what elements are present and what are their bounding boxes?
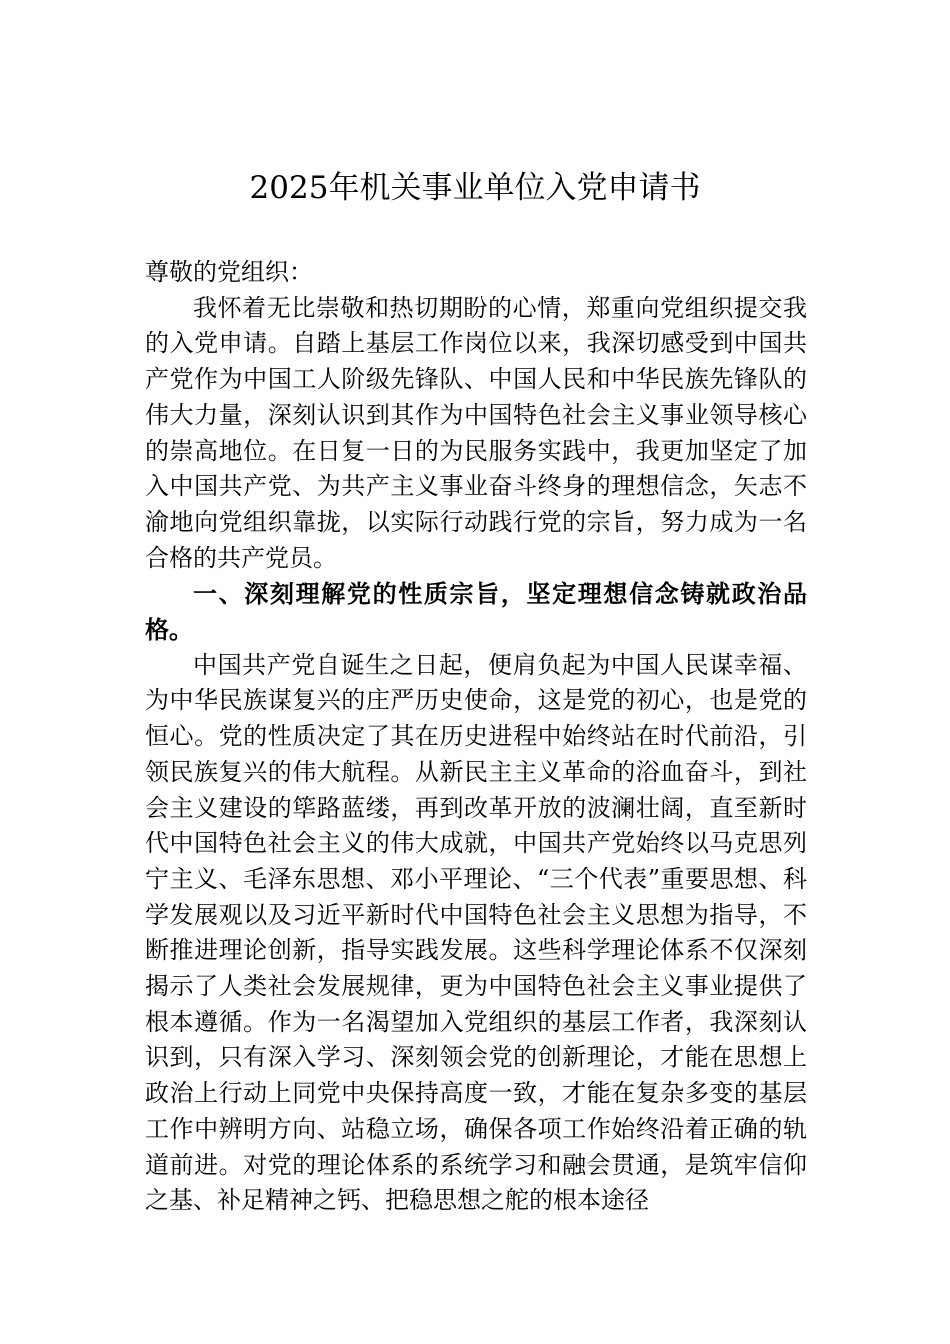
salutation: 尊敬的党组织： <box>145 258 313 286</box>
section-heading-1: 一、深刻理解党的性质宗旨，坚定理想信念铸就政治品格。 <box>145 579 807 645</box>
paragraph-section-1: 中国共产党自诞生之日起，便肩负起为中国人民谋幸福、为中华民族谋复兴的庄严历史使命，这是党的初心，也是党的恒心。党的性质决定了其在历史进程中始终站在时代前沿，引领民族复兴的伟大航程。从新民主主义革命的浴血奋斗，到社会主义建设的筚路蓝缕，再到改革开放的波澜壮阔，直至新时代中国特色社会主义的伟大成就，中国共产党始终以马克思列宁主义、毛泽东思想、邓小平理论、“三个代表”重要思想、科学发展观以及习近平新时代中国特色社会主义思想为指导，不断推进理论创新，指导实践发展。这些科学理论体系不仅深刻揭示了人类社会发展规律，更为中国特色社会主义事业提供了根本遵循。作为一名渴望加入党组织的基层工作者，我深刻认识到，只有深入学习、深刻领会党的创新理论，才能在思想上政治上行动上同党中央保持高度一致，才能在复杂多变的基层工作中辨明方向、站稳立场，确保各项工作始终沿着正确的轨道前进。对党的理论体系的系统学习和融会贯通，是筑牢信仰之基、补足精神之钙、把稳思想之舵的根本途径 <box>145 650 807 1215</box>
document-body <box>145 255 807 1219</box>
document-title: 2025年机关事业单位入党申请书 <box>249 170 701 206</box>
paragraph-intro: 我怀着无比崇敬和热切期盼的心情，郑重向党组织提交我的入党申请。自踏上基层工作岗位以来，我深切感受到中国共产党作为中国工人阶级先锋队、中国人民和中华民族先锋队的伟大力量，深刻认识到其作为中国特色社会主义事业领导核心的崇高地位。在日复一日的为民服务实践中，我更加坚定了加入中国共产党、为共产主义事业奋斗终身的理想信念，矢志不渝地向党组织靠拢，以实际行动践行党的宗旨，努力成为一名合格的共产党员。 <box>145 293 807 572</box>
